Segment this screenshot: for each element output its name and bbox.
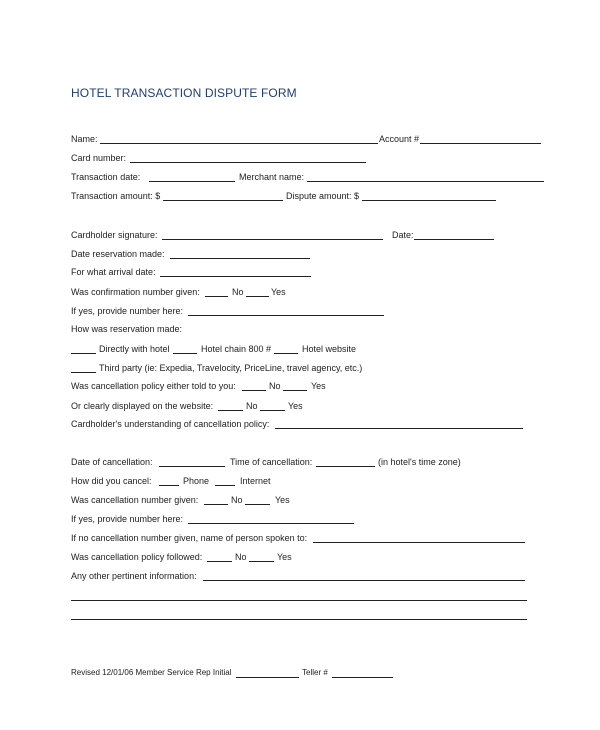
cancellation-number-label: If yes, provide number here:	[71, 514, 184, 524]
date-reservation-field[interactable]	[170, 258, 310, 259]
amount-row	[0, 190, 600, 202]
cancellation-number-given-row	[0, 494, 600, 506]
signature-row	[0, 229, 600, 241]
person-spoken-row	[0, 532, 600, 544]
understanding-field[interactable]	[275, 428, 523, 429]
cancellation-datetime-row	[0, 456, 600, 468]
how-reservation-row	[0, 323, 600, 335]
policy-told-row	[0, 380, 600, 392]
third-party-label: Third party (ie: Expedia, Travelocity, PriceLine, travel agency, etc.)	[99, 363, 363, 373]
rep-initial-field[interactable]	[236, 677, 299, 678]
no-label: No	[269, 381, 281, 391]
how-reservation-label: How was reservation made:	[71, 324, 183, 334]
cancellation-number-yes-field[interactable]	[245, 504, 270, 505]
merchant-name-field[interactable]	[307, 181, 544, 182]
arrival-date-label: For what arrival date:	[71, 267, 156, 277]
person-spoken-label: If no cancellation number given, name of person spoken to:	[71, 533, 308, 543]
confirmation-row	[0, 286, 600, 298]
name-label: Name:	[71, 134, 98, 144]
yes-label: Yes	[288, 401, 303, 411]
time-of-cancellation-field[interactable]	[316, 466, 375, 467]
policy-followed-label: Was cancellation policy followed:	[71, 552, 203, 562]
person-spoken-field[interactable]	[313, 542, 525, 543]
hotel-website-label: Hotel website	[302, 344, 357, 354]
cancellation-number-field[interactable]	[188, 523, 354, 524]
transaction-date-field[interactable]	[149, 181, 235, 182]
other-info-line-2	[0, 590, 600, 602]
no-label: No	[235, 552, 247, 562]
other-info-field-3[interactable]	[71, 619, 527, 620]
time-zone-note: (in hotel's time zone)	[378, 457, 461, 467]
other-info-field[interactable]	[203, 580, 525, 581]
policy-told-no-field[interactable]	[242, 390, 266, 391]
internet-field[interactable]	[215, 485, 235, 486]
confirmation-number-row	[0, 305, 600, 317]
teller-label: Teller #	[302, 668, 328, 677]
card-number-label: Card number:	[71, 153, 127, 163]
policy-displayed-no-field[interactable]	[218, 410, 243, 411]
account-label: Account #	[379, 134, 420, 144]
merchant-name-label: Merchant name:	[239, 172, 305, 182]
phone-label: Phone	[183, 476, 210, 486]
how-cancel-row	[0, 475, 600, 487]
signature-label: Cardholder signature:	[71, 230, 158, 240]
card-number-row	[0, 152, 600, 164]
teller-field[interactable]	[332, 677, 393, 678]
policy-followed-no-field[interactable]	[207, 561, 232, 562]
footer-row	[0, 667, 600, 679]
confirmation-no-field[interactable]	[205, 296, 228, 297]
no-label: No	[231, 495, 243, 505]
other-info-field-2[interactable]	[71, 600, 527, 601]
internet-label: Internet	[240, 476, 271, 486]
date-of-cancellation-field[interactable]	[159, 466, 225, 467]
third-party-row	[0, 362, 600, 374]
date-field[interactable]	[414, 239, 494, 240]
card-number-field[interactable]	[130, 162, 366, 163]
yes-label: Yes	[277, 552, 292, 562]
time-of-cancellation-label: Time of cancellation:	[230, 457, 313, 467]
revised-label: Revised 12/01/06 Member Service Rep Initial	[71, 668, 232, 677]
dispute-amount-label: Dispute amount: $	[286, 191, 360, 201]
form-title: HOTEL TRANSACTION DISPUTE FORM	[71, 86, 297, 100]
understanding-label: Cardholder's understanding of cancellation policy:	[71, 419, 270, 429]
yes-label: Yes	[275, 495, 290, 505]
transaction-date-row	[0, 171, 600, 183]
other-info-row	[0, 570, 600, 582]
confirmation-number-field[interactable]	[188, 315, 384, 316]
policy-followed-row	[0, 551, 600, 563]
date-of-cancellation-label: Date of cancellation:	[71, 457, 153, 467]
date-label: Date:	[392, 230, 414, 240]
account-field[interactable]	[420, 143, 541, 144]
understanding-row	[0, 418, 600, 430]
transaction-date-label: Transaction date:	[71, 172, 141, 182]
dispute-amount-field[interactable]	[362, 200, 496, 201]
name-row	[0, 133, 600, 145]
confirmation-label: Was confirmation number given:	[71, 287, 200, 297]
policy-followed-yes-field[interactable]	[249, 561, 274, 562]
policy-displayed-label: Or clearly displayed on the website:	[71, 401, 214, 411]
policy-displayed-yes-field[interactable]	[260, 410, 285, 411]
transaction-amount-field[interactable]	[163, 200, 283, 201]
name-field[interactable]	[100, 143, 378, 144]
yes-label: Yes	[311, 381, 326, 391]
transaction-amount-label: Transaction amount: $	[71, 191, 161, 201]
policy-told-label: Was cancellation policy either told to you:	[71, 381, 236, 391]
hotel-chain-field[interactable]	[173, 353, 197, 354]
confirmation-number-label: If yes, provide number here:	[71, 306, 184, 316]
phone-field[interactable]	[159, 485, 179, 486]
reservation-method-row	[0, 343, 600, 355]
how-cancel-label: How did you cancel:	[71, 476, 152, 486]
arrival-date-row	[0, 266, 600, 278]
cancellation-number-row	[0, 513, 600, 525]
hotel-chain-label: Hotel chain 800 #	[201, 344, 272, 354]
no-label: No	[232, 287, 244, 297]
arrival-date-field[interactable]	[160, 276, 311, 277]
other-info-label: Any other pertinent information:	[71, 571, 197, 581]
directly-with-hotel-label: Directly with hotel	[99, 344, 170, 354]
yes-label: Yes	[271, 287, 286, 297]
other-info-line-3	[0, 609, 600, 621]
date-reservation-row	[0, 248, 600, 260]
signature-field[interactable]	[162, 239, 383, 240]
policy-told-yes-field[interactable]	[283, 390, 307, 391]
date-reservation-label: Date reservation made:	[71, 249, 165, 259]
cancellation-number-given-label: Was cancellation number given:	[71, 495, 199, 505]
policy-displayed-row	[0, 400, 600, 412]
hotel-website-field[interactable]	[274, 353, 298, 354]
no-label: No	[246, 401, 258, 411]
confirmation-yes-field[interactable]	[246, 296, 269, 297]
directly-with-hotel-field[interactable]	[71, 353, 96, 354]
cancellation-number-no-field[interactable]	[204, 504, 228, 505]
third-party-field[interactable]	[71, 372, 96, 373]
